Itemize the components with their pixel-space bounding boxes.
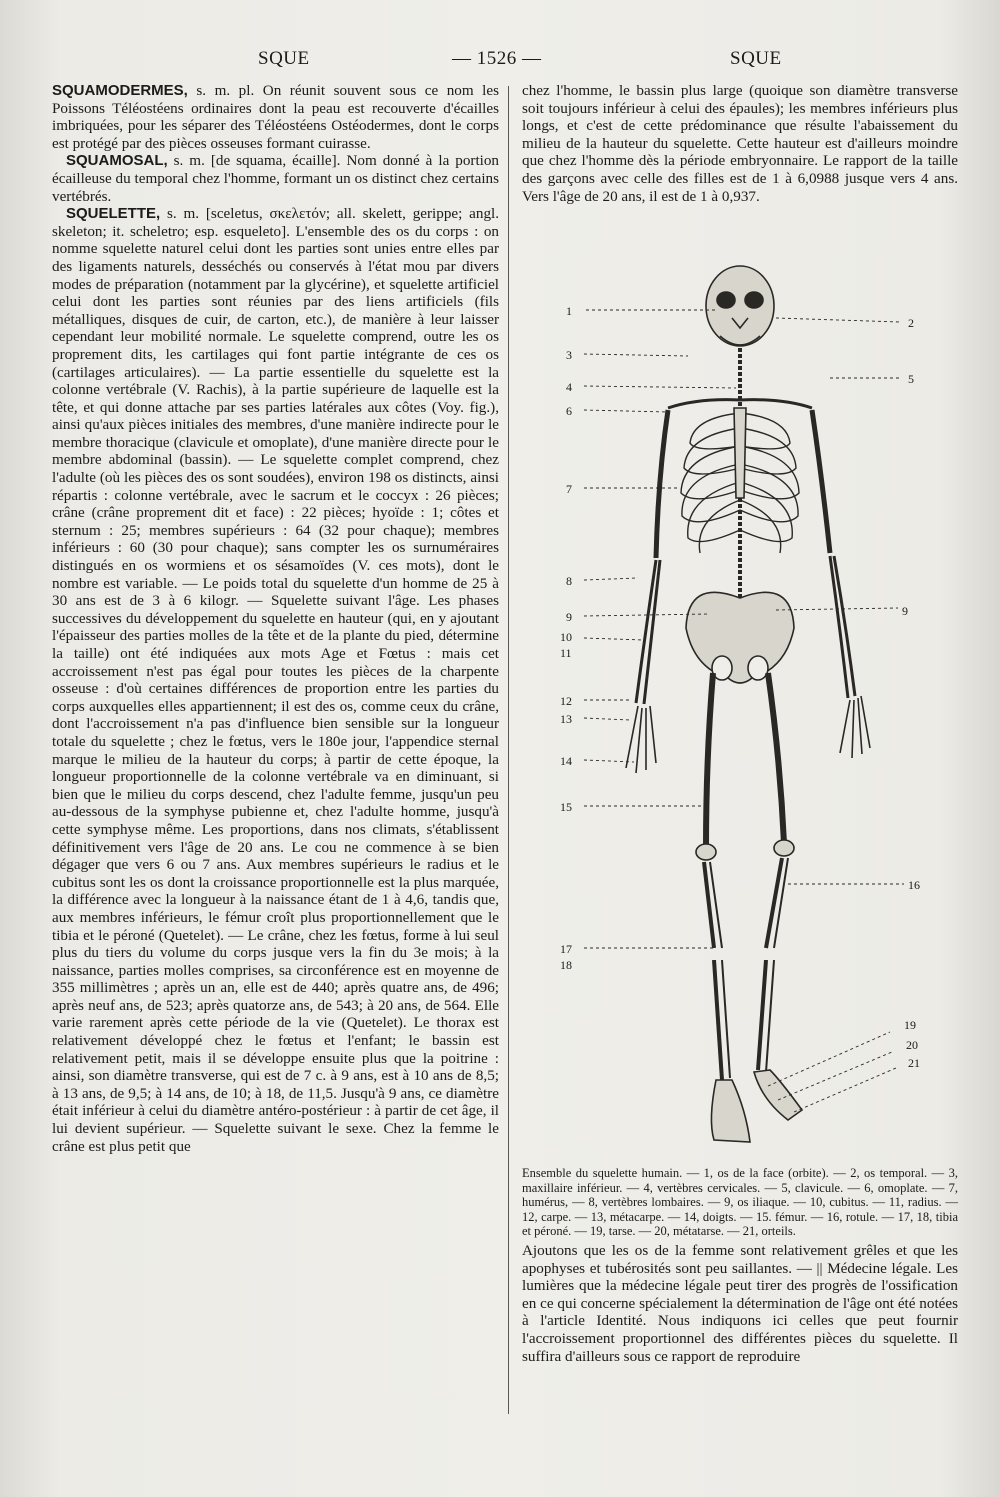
caption-text: Ensemble du squelette humain. — 1, os de la face (orbite). — 2, os temporal. — 3, maxillaire inférieur. — 4, vertèbres cervicales. — 5, clavicule. — 6, omoplate. — 7, humérus, — 8, vertèbres lombaires. — 9, os iliaque. — 10, cubitus. — 11, radius. — 12, carpe. — 13, métacarpe. — 14, doigts. — 15. fémur. — 16, rotule. — 17, 18, tibia et péroné. — 19, tarse. — 20, métatarse. — 21, orteils. [522,1166,958,1239]
figure-label: 6 [566,404,572,418]
figure-label: 3 [566,348,572,362]
figure-label: 14 [560,754,572,768]
figure-label: 18 [560,958,572,972]
figure-label: 8 [566,574,572,588]
entry-squamosal [52,152,499,205]
skull-shape [706,266,774,346]
left-column [52,82,499,1155]
entry-term: SQUAMOSAL, [66,152,168,170]
skeleton-illustration [518,248,958,960]
figure-label: 16 [908,878,920,892]
skeleton-figure-lower [518,960,958,1160]
figure-label: 19 [904,1018,916,1032]
figure-label: 11 [560,646,572,660]
pelvis-shape [686,592,794,683]
figure-label: 20 [906,1038,918,1052]
header-right-word: SQUE [730,48,782,69]
right-column-top-text [522,82,958,205]
figure-label: 10 [560,630,572,644]
entry-term: SQUELETTE, [66,205,161,223]
figure-label: 7 [566,482,572,496]
figure-caption [522,1166,958,1239]
column-divider [508,86,509,1414]
skeleton-feet-illustration [518,960,958,1160]
figure-label: 15 [560,800,572,814]
figure-label: 12 [560,694,572,708]
figure-label: 17 [560,942,572,956]
entry-text: s. m. [de squama, écaille]. Nom donné à la portion écailleuse du temporal chez l'homme, formant un os distinct chez certains vertébrés. [52,152,499,205]
page-number: — 1526 — [452,48,542,69]
right-column-bottom-text [522,1242,958,1365]
figure-label: 13 [560,712,572,726]
closing-paragraph: Ajoutons que les os de la femme sont relativement grêles et que les apophyses et tubérosités sont peu saillantes. — || Médecine légale. Les lumières que la médecine légale peut tirer des progrès de l'ossification en ce qui concerne spécialement la détermination de l'âge ont été notées à l'article Identité. Nous indiquons ici celles que peut fournir l'accroissement proportionnel des différentes pièces du squelette. Il suffira d'ailleurs sous ce rapport de reproduire [522,1242,958,1365]
figure-label: 5 [908,372,914,386]
running-header [0,44,1000,78]
header-left-word: SQUE [258,48,310,69]
figure-label: 21 [908,1056,920,1070]
entry-text: s. m. pl. On réunit souvent sous ce nom les Poissons Téléostéens ordinaires dont la peau est recouverte d'écailles imbriquées, pour les séparer des Téléostéens Ostéodermes, dont le corps est protégé par des pièces osseuses formant cuirasse. [52,82,499,152]
figure-label: 4 [566,380,572,394]
entry-squamodermes [52,82,499,152]
entry-term: SQUAMODERMES, [52,82,188,99]
skeleton-figure [518,248,958,972]
figure-label: 9 [902,604,908,618]
figure-label: 2 [908,316,914,330]
entry-squelette [52,205,499,1155]
figure-label: 1 [566,304,572,318]
continued-paragraph: chez l'homme, le bassin plus large (quoique son diamètre transverse soit toujours inférieur à celui des épaules); les membres inférieurs plus longs, et c'est de cette prédominance que résulte l'abaissement du milieu de la hauteur du squelette. Cette hauteur est d'ailleurs moindre que chez l'homme dès la période embryonnaire. Le rapport de la taille des garçons avec celle des filles est de 1 à 6,0988 jusque vers 4 ans. Vers l'âge de 20 ans, il est de 1 à 0,937. [522,82,958,205]
entry-text: s. m. [sceletus, σκελετόν; all. skelett, gerippe; angl. skeleton; it. scheletro; esp. esqueleto]. L'ensemble des os du corps : on nomme squelette naturel celui dont les parties sont unies entre elles par des ligaments naturels, desséchés ou conservés à l'état mou par divers modes de préparation (notamment par la glycérine), et squelette artificiel celui dont les parties sont réunies par des liens artificiels (fils métalliques, disques de cuir, de carton, etc.), de manière à leur laisser cependant leur mobilité normale. Le squelette comprend, outre les os proprement dits, les cartilages qui font partie intégrante de ces os (cartilages articulaires). — La partie essentielle du squelette est la colonne vertébrale (V. Rachis), à la partie supérieure de laquelle est la tête, et qui donne attache par ses parties latérales aux côtes (Voy. fig.), ainsi qu'aux pièces initiales des membres, d'une manière indirecte pour le membre thoracique (clavicule et omoplate), d'une manière directe pour le membre abdominal (bassin). — Le squelette complet comprend, chez l'adulte (où les pièces des os sont soudées), environ 198 os distincts, ainsi répartis : colonne vertébrale, avec le sacrum et le coccyx : 26 pièces; crâne (crâne proprement dit et face) : 22 pièces; hyoïde : 1; côtes et sternum : 25; membres supérieurs : 64 (32 pour chaque); membres inférieurs : 60 (30 pour chaque); sans compter les os surnuméraires distingués en os wormiens et os sésamoïdes (V. ces mots), dont le nombre est variable. — Le poids total du squelette d'un homme de 25 à 30 ans est de 3 à 6 kilogr. — Squelette suivant l'âge. Les phases successives du développement du squelette en hauteur (qui, en y ajoutant l'épaisseur des parties molles de la tête et de la plante du pied, détermine la taille) ont été indiquées aux mots Age et Fœtus : mais cet accroissement n'est pas égal pour toutes les pièces de la charpente osseuse : d'où certaines différences de proportion entre les parties du corps auxquelles elles appartiennent; il est des os, comme ceux du crâne, dont l'accroissement n'a pas d'influence bien sensible sur la longueur totale du squelette ; chez le fœtus, vers le 180e jour, l'appendice sternal marque le milieu de la hauteur du corps; à partir de cette époque, la longueur proportionnelle de la colonne vertébrale va en diminuant, si bien que le milieu du corps descend, chez l'adulte femme, jusqu'un peu au-dessous de la symphyse pubienne et, chez l'adulte homme, jusqu'à cette symphyse même. Les proportions, dans nos climats, s'établissent définitivement vers l'âge de 20 ans. Le cou ne commence à se bien dégager que vers 6 ou 7 ans. Aux membres supérieurs le radius et le cubitus sont les os dont la croissance proportionnelle est la plus marquée, la différence avec la longueur à la naissance étant de 1 à 4,6, tandis que, aux membres inférieurs, le fémur croît plus proportionnellement que le tibia et le péroné (Quetelet). — Le crâne, chez les fœtus, forme à lui seul plus du tiers du volume du corps jusque vers la fin du 3e mois; à la naissance, parties molles comprises, sa circonférence est en moyenne de 355 millimètres ; après un an, elle est de 440; après quatre ans, de 496; après neuf ans, de 523; après quatorze ans, de 543; à 20 ans, de 564. Elle varie rarement après cette période de la vie (Quetelet). Le thorax est relativement développé chez le fœtus et l'enfant; le bassin est relativement petit, mais il se développe ensuite plus que la poitrine : ainsi, son diamètre transverse, qui est de 7 c. à 9 ans, est à 10 ans de 8,5; à 13 ans, de 9,5; à 14 ans, de 10; à 18, de 11,5. Jusqu'à 9 ans, ce diamètre était inférieur à celui du diamètre antéro-postérieur : à partir de cet âge, il lui devient supérieur. — Squelette suivant le sexe. Chez la femme le crâne est plus petit que [52,205,499,1155]
figure-label: 9 [566,610,572,624]
